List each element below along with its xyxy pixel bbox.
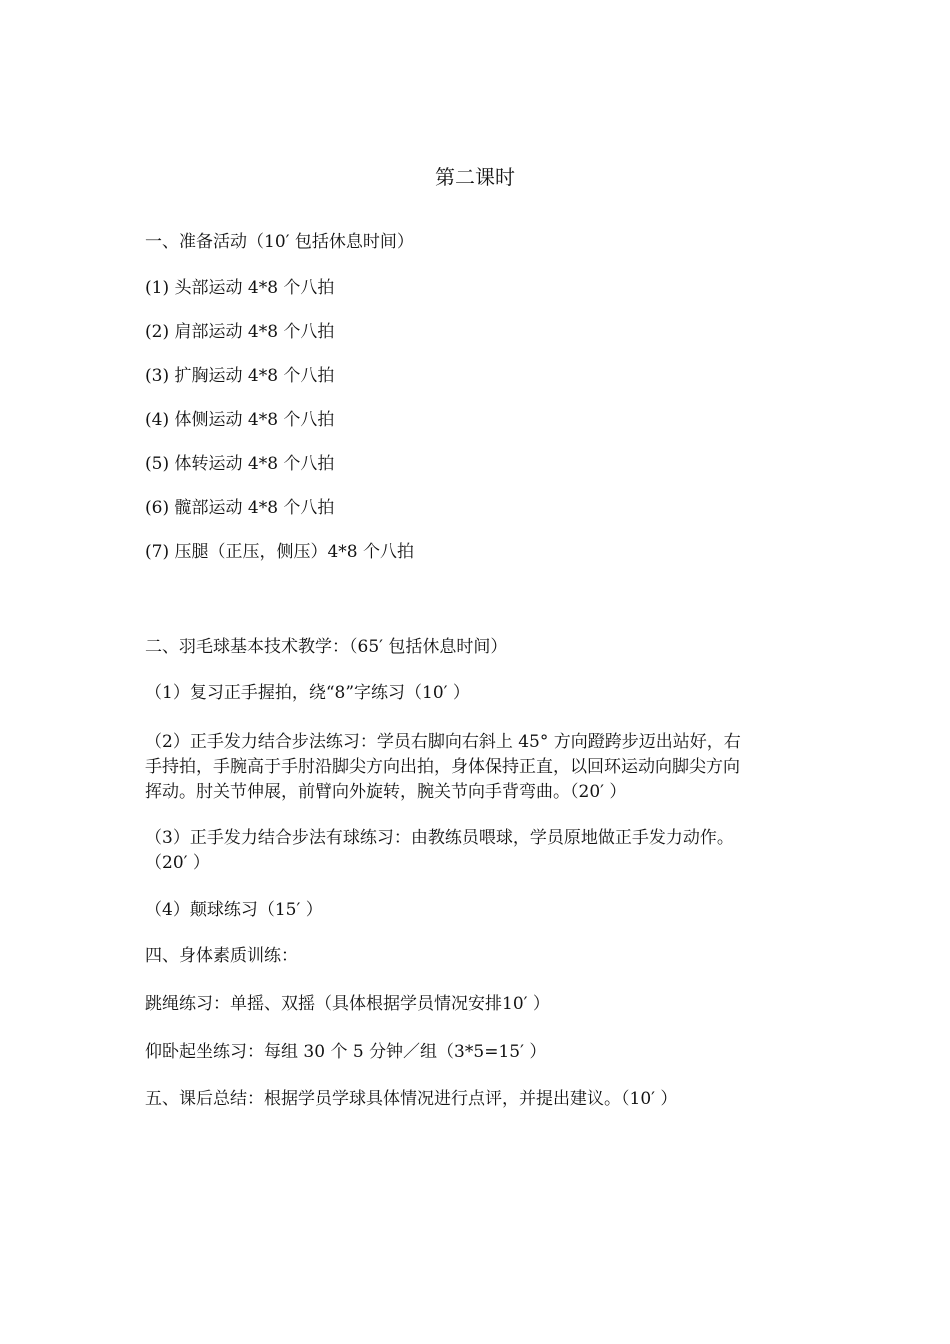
warmup-item-shoulder: (2) 肩部运动 4*8 个八拍: [145, 322, 335, 342]
badminton-item-2-line-1: （2）正手发力结合步法练习：学员右脚向右斜上 45° 方向蹬跨步迈出站好，右: [145, 732, 741, 752]
warmup-item-leg-press: (7) 压腿（正压，侧压）4*8 个八拍: [145, 542, 415, 562]
warmup-item-body-turn: (5) 体转运动 4*8 个八拍: [145, 454, 335, 474]
page-title: 第二课时: [435, 165, 515, 189]
section-summary: 五、课后总结：根据学员学球具体情况进行点评，并提出建议。（10′ ）: [145, 1089, 678, 1109]
badminton-item-2-line-3: 挥动。肘关节伸展，前臂向外旋转，腕关节向手背弯曲。（20′ ）: [145, 782, 627, 802]
badminton-item-4: （4）颠球练习（15′ ）: [145, 900, 323, 920]
warmup-item-hip: (6) 髋部运动 4*8 个八拍: [145, 498, 335, 518]
badminton-item-3-line-1: （3）正手发力结合步法有球练习：由教练员喂球，学员原地做正手发力动作。: [145, 828, 734, 848]
badminton-item-3-line-2: （20′ ）: [145, 853, 210, 873]
section-heading-warmup: 一、准备活动（10′ 包括休息时间）: [145, 232, 414, 252]
badminton-item-2-line-2: 手持拍，手腕高于手肘沿脚尖方向出拍，身体保持正直，以回环运动向脚尖方向: [145, 757, 740, 777]
fitness-rope-skipping: 跳绳练习：单摇、双摇（具体根据学员情况安排10′ ）: [145, 994, 550, 1014]
warmup-item-head: (1) 头部运动 4*8 个八拍: [145, 278, 335, 298]
badminton-item-1: （1）复习正手握拍，绕“8”字练习（10′ ）: [145, 683, 470, 703]
section-heading-badminton: 二、羽毛球基本技术教学：（65′ 包括休息时间）: [145, 637, 508, 657]
section-heading-fitness: 四、身体素质训练：: [145, 946, 298, 966]
warmup-item-side-bend: (4) 体侧运动 4*8 个八拍: [145, 410, 335, 430]
warmup-item-chest: (3) 扩胸运动 4*8 个八拍: [145, 366, 335, 386]
fitness-situps: 仰卧起坐练习：每组 30 个 5 分钟／组（3*5=15′ ）: [145, 1042, 547, 1062]
